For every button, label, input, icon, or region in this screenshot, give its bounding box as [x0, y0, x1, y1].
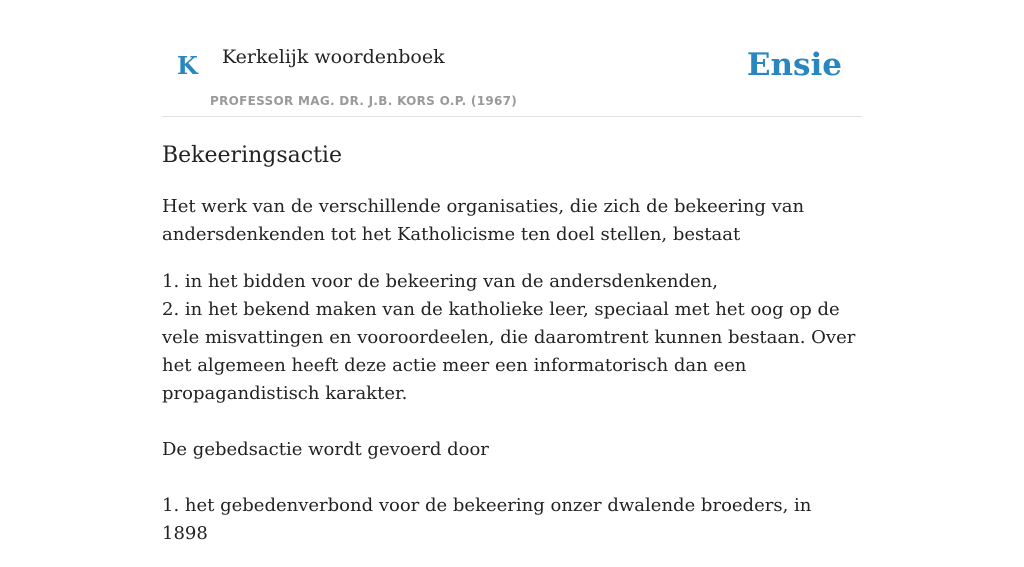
- ensie-logo[interactable]: Ensie: [746, 47, 842, 83]
- list-item-2: 2. in het bekend maken van de katholieke leer, speciaal met het oog op de vele misvattingen en vooroordeelen, die daaromtrent kunnen bestaan. Over het algemeen heeft deze actie meer een informatorisch dan een propagandistisch karakter.: [162, 299, 856, 405]
- list-item-gebedenverbond: 1. het gebedenverbond voor de bekeering onzer dwalende broeders, in 1898: [162, 495, 812, 545]
- paragraph-gebedsactie: De gebedsactie wordt gevoerd door: [162, 439, 489, 461]
- entry-body: [162, 193, 862, 548]
- list-item-1: 1. in het bidden voor de bekeering van de andersdenkenden,: [162, 271, 718, 293]
- header: [162, 0, 862, 117]
- book-logo[interactable]: K: [177, 51, 198, 80]
- paragraph-intro: Het werk van de verschillende organisaties, die zich de bekeering van andersdenkenden tot het Katholicisme ten doel stellen, bestaat: [162, 196, 805, 246]
- entry-title: Bekeeringsactie: [162, 143, 342, 168]
- book-author: PROFESSOR MAG. DR. J.B. KORS O.P. (1967): [210, 94, 518, 108]
- book-title-link[interactable]: Kerkelijk woordenboek: [222, 46, 445, 68]
- article-container: [162, 0, 862, 567]
